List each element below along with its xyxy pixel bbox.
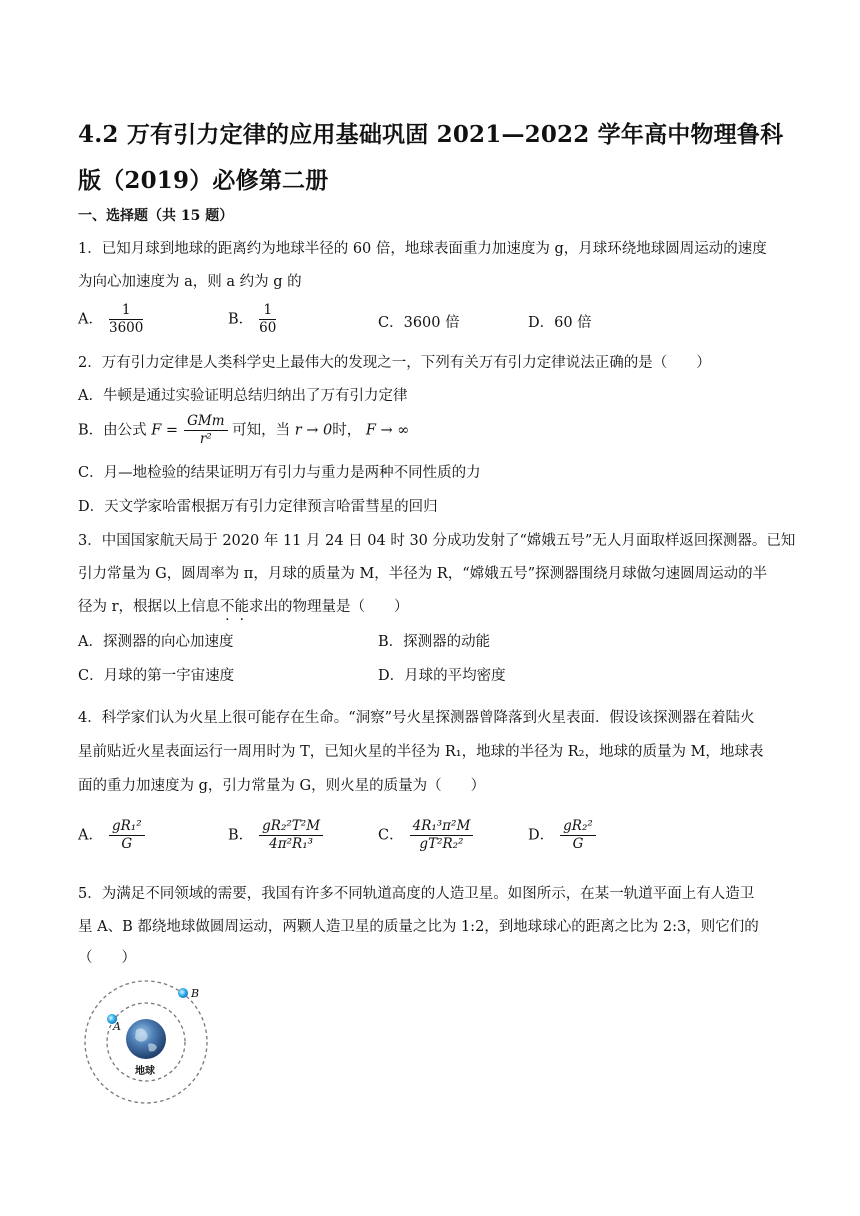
q4-option-c-numerator: 4R₁³π²M xyxy=(410,818,474,836)
q1-option-a xyxy=(78,302,143,337)
q4-option-d-numerator: gR₂² xyxy=(560,818,596,836)
q3-option-d: D．月球的平均密度 xyxy=(378,668,506,684)
q4-stem-line3: 面的重力加速度为 g，引力常量为 G，则火星的质量为（ ） xyxy=(78,778,486,794)
q1-option-c: C．3600 倍 xyxy=(378,315,460,331)
q1-option-b-numerator: 1 xyxy=(259,302,276,320)
q4-option-d-denominator: G xyxy=(572,836,584,852)
q4-option-b-denominator: 4π²R₁³ xyxy=(269,836,314,852)
q5-stem-line1: 5．为满足不同领域的需要，我国有许多不同轨道高度的人造卫星。如图所示，在某一轨道平面上有人造卫 xyxy=(78,886,755,902)
q4-option-c-denominator: gT²R₂² xyxy=(419,836,464,852)
q4-option-c xyxy=(378,818,473,853)
q2-formula-numerator: GMm xyxy=(184,413,227,431)
q4-option-c-label: C． xyxy=(378,827,404,844)
section-heading: 一、选择题（共 15 题） xyxy=(78,208,234,224)
q2-option-b-post: 时， xyxy=(332,422,362,439)
q4-option-a xyxy=(78,818,145,853)
q5-stem-line3: （ ） xyxy=(78,950,136,966)
q1-option-a-fraction xyxy=(109,302,143,337)
q4-option-a-numerator: gR₁² xyxy=(109,818,145,836)
q4-stem-line1: 4．科学家们认为火星上很可能存在生命。“洞察”号火星探测器曾降落到火星表面．假设该探测器在着陆火 xyxy=(78,710,755,726)
earth-label: 地球 xyxy=(135,1066,155,1077)
q1-option-a-label: A． xyxy=(78,311,103,328)
q3-option-a: A．探测器的向心加速度 xyxy=(78,634,234,650)
q2-option-d: D．天文学家哈雷根据万有引力定律预言哈雷彗星的回归 xyxy=(78,499,438,515)
q3-emphasis-can: 能 xyxy=(234,599,250,615)
q2-formula-fraction xyxy=(184,413,227,448)
q2-formula-denominator: r² xyxy=(199,431,212,447)
q1-stem-line2: 为向心加速度为 a，则 a 约为 g 的 xyxy=(78,274,302,290)
q3-stem-line3 xyxy=(78,595,409,616)
q4-option-d-fraction xyxy=(560,818,596,853)
page-title: 4.2 万有引力定律的应用基础巩固 2021—2022 学年高中物理鲁科版（2019）必修第二册 xyxy=(78,121,784,194)
q1-option-a-numerator: 1 xyxy=(109,302,143,320)
q1-option-b xyxy=(228,302,276,337)
q2-option-b-result: F → ∞ xyxy=(365,422,410,439)
q4-option-a-denominator: G xyxy=(121,836,133,852)
q3-option-b: B．探测器的动能 xyxy=(378,634,491,650)
q3-option-c: C．月球的第一宇宙速度 xyxy=(78,668,235,684)
q2-option-c: C．月—地检验的结果证明万有引力与重力是两种不同性质的力 xyxy=(78,465,481,481)
q1-option-b-fraction xyxy=(259,302,276,337)
q3-stem-line1: 3．中国国家航天局于 2020 年 11 月 24 日 04 时 30 分成功发射了“嫦娥五号”无人月面取样返回探测器。已知 xyxy=(78,533,796,549)
q1-stem-line1: 1．已知月球到地球的距离约为地球半径的 60 倍，地球表面重力加速度为 g，月球环绕地球圆周运动的速度 xyxy=(78,241,767,257)
q4-option-c-fraction xyxy=(410,818,474,853)
q3-stem-line2: 引力常量为 G，圆周率为 π，月球的质量为 M，半径为 R，“嫦娥五号”探测器围绕月球做匀速圆周运动的半 xyxy=(78,566,768,582)
q4-option-b-numerator: gR₂²T²M xyxy=(259,818,323,836)
satellite-b-icon xyxy=(178,988,188,998)
q2-formula-lhs: F = xyxy=(151,422,179,439)
q4-option-a-label: A． xyxy=(78,827,103,844)
q4-option-a-fraction xyxy=(109,818,145,853)
q2-option-b xyxy=(78,413,409,448)
q1-option-d: D．60 倍 xyxy=(528,315,592,331)
q2-option-b-prefix: B．由公式 xyxy=(78,422,147,439)
q1-option-b-label: B． xyxy=(228,311,254,328)
q2-option-a: A．牛顿是通过实验证明总结归纳出了万有引力定律 xyxy=(78,388,408,404)
q4-option-b-label: B． xyxy=(228,827,254,844)
q1-option-b-denominator: 60 xyxy=(259,320,277,336)
q3-emphasis-not: 不 xyxy=(220,599,235,615)
q1-option-a-denominator: 3600 xyxy=(108,320,144,336)
q4-option-b-fraction xyxy=(259,818,323,853)
q3-stem-line3-pre: 径为 r，根据以上信息 xyxy=(78,599,221,615)
q2-stem: 2．万有引力定律是人类科学史上最伟大的发现之一，下列有关万有引力定律说法正确的是（ ） xyxy=(78,355,711,371)
q3-stem-line3-post: 求出的物理量是（ ） xyxy=(249,599,409,615)
q4-option-d-label: D． xyxy=(528,827,555,844)
q4-option-b xyxy=(228,818,323,853)
q5-stem-line2: 星 A、B 都绕地球做圆周运动，两颗人造卫星的质量之比为 1:2，到地球球心的距离之比为 2:3，则它们的 xyxy=(78,919,759,935)
satellite-a-label: A xyxy=(113,1020,121,1033)
satellite-b-label: B xyxy=(191,987,200,1000)
q2-option-b-condition: r → 0 xyxy=(294,422,333,439)
q4-option-d xyxy=(528,818,596,853)
q2-option-b-mid: 可知，当 xyxy=(232,422,291,439)
q4-stem-line2: 星前贴近火星表面运行一周用时为 T，已知火星的半径为 R₁，地球的半径为 R₂，地球的质量为 M，地球表 xyxy=(78,744,764,760)
